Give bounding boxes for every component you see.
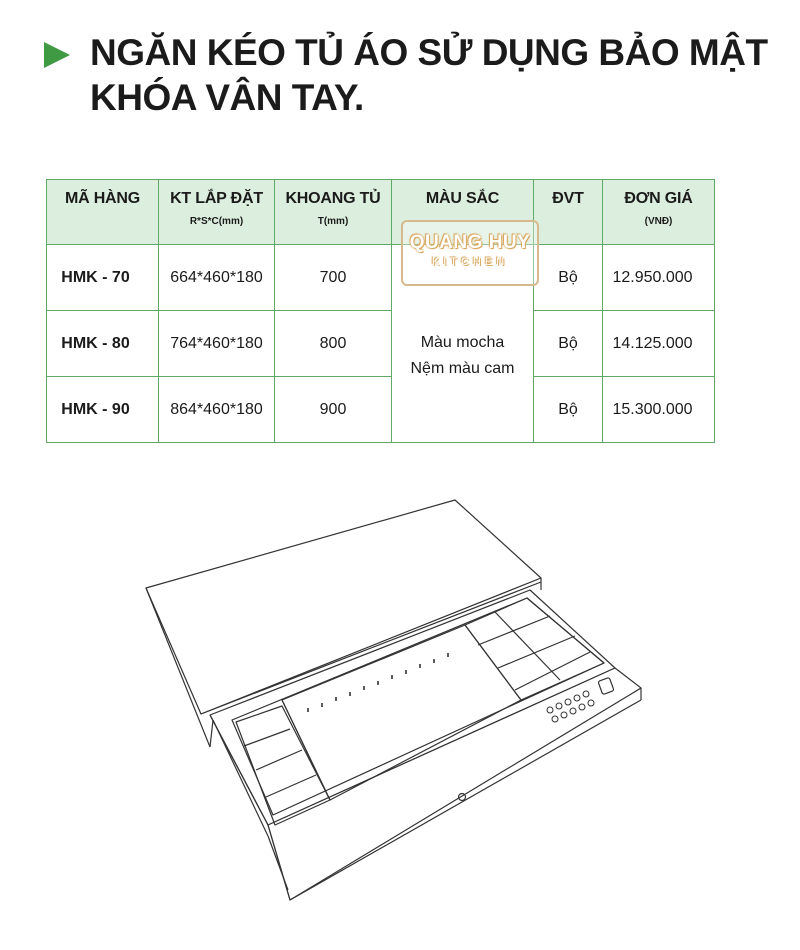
watermark-brand: QUANG HUY bbox=[409, 232, 531, 253]
header-unit: ĐVT bbox=[534, 180, 603, 245]
row-size: 764*460*180 bbox=[159, 311, 275, 377]
color-line-1: Màu mocha bbox=[420, 333, 505, 351]
row-code: HMK - 90 bbox=[47, 377, 159, 443]
header-product-code: MÃ HÀNG bbox=[47, 180, 159, 245]
row-cabinet: 800 bbox=[275, 311, 392, 377]
row-unit: Bộ bbox=[534, 311, 603, 377]
row-unit: Bộ bbox=[534, 245, 603, 311]
row-unit: Bộ bbox=[534, 377, 603, 443]
header-price: ĐƠN GIÁ (VNĐ) bbox=[603, 180, 715, 245]
table-header-row bbox=[47, 180, 715, 245]
drawer-illustration bbox=[0, 480, 800, 950]
page-title bbox=[90, 30, 768, 120]
header-install-size: KT LẮP ĐẶT R*S*C(mm) bbox=[159, 180, 275, 245]
row-price: 14.125.000 bbox=[603, 311, 715, 377]
play-arrow-icon bbox=[44, 42, 70, 68]
color-line-2: Nệm màu cam bbox=[410, 359, 515, 377]
row-size: 864*460*180 bbox=[159, 377, 275, 443]
page-title-line-2: KHÓA VÂN TAY. bbox=[90, 77, 364, 118]
table-row bbox=[47, 377, 715, 443]
table-row bbox=[47, 245, 715, 311]
row-size: 664*460*180 bbox=[159, 245, 275, 311]
row-code: HMK - 70 bbox=[47, 245, 159, 311]
header-cabinet-width: KHOANG TỦ T(mm) bbox=[275, 180, 392, 245]
brand-watermark bbox=[401, 220, 539, 286]
spec-table bbox=[46, 179, 715, 443]
header-color: MÀU SẮC bbox=[392, 180, 534, 245]
watermark-sub: KITCHEN bbox=[431, 256, 509, 268]
row-cabinet: 700 bbox=[275, 245, 392, 311]
row-price: 15.300.000 bbox=[603, 377, 715, 443]
row-price: 12.950.000 bbox=[603, 245, 715, 311]
page-title-line-1: NGĂN KÉO TỦ ÁO SỬ DỤNG BẢO MẬT bbox=[90, 32, 768, 73]
row-cabinet: 900 bbox=[275, 377, 392, 443]
row-code: HMK - 80 bbox=[47, 311, 159, 377]
table-row bbox=[47, 311, 715, 377]
